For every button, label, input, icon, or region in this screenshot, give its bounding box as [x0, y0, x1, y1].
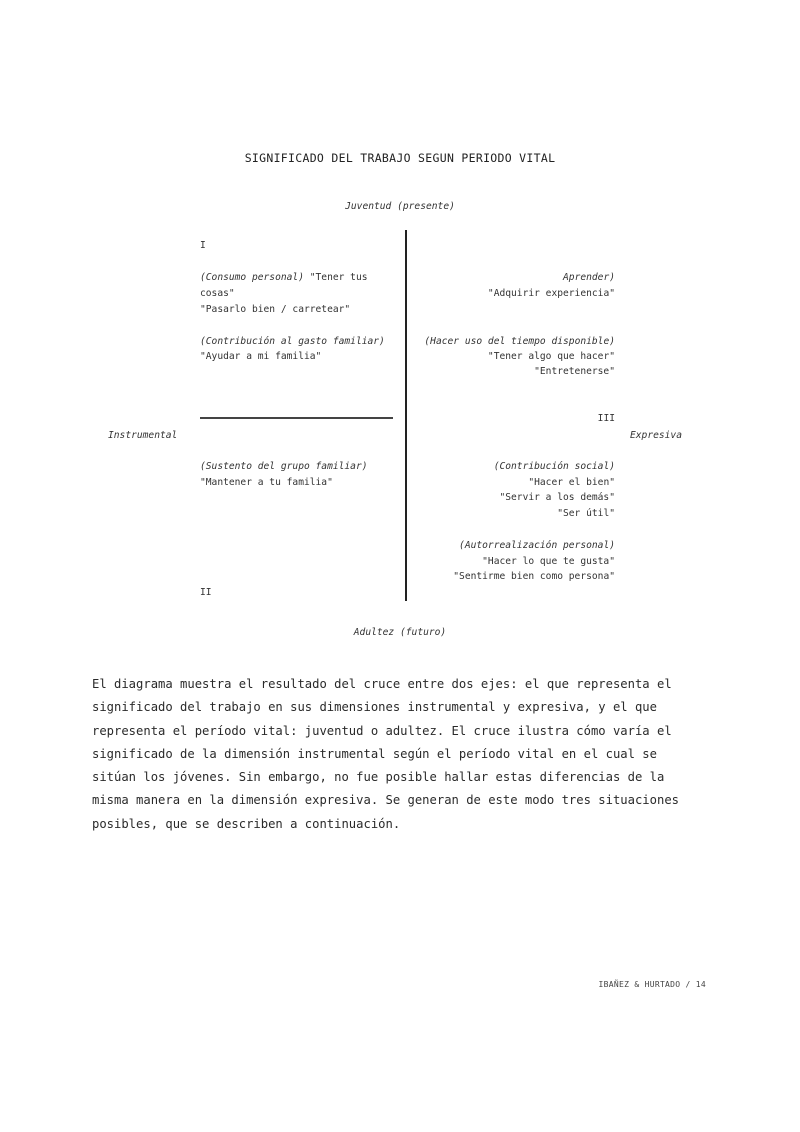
axis-label-right: Expresiva — [630, 430, 682, 441]
right-top-group2-heading: (Hacer uso del tiempo disponible) — [424, 336, 615, 347]
right-bottom-group2-line1: "Hacer lo que te gusta" — [482, 556, 615, 567]
quadrant-2-group1-heading: (Sustento del grupo familiar) — [200, 461, 368, 472]
quadrant-2-group1-line1: "Mantener a tu familia" — [200, 477, 333, 488]
quadrant-1-group2-line1: "Ayudar a mi familia" — [200, 351, 322, 362]
quadrant-2-label: II — [200, 587, 212, 598]
quadrant-1-group1-quote: "Tener tus — [309, 272, 368, 283]
quadrant-1-group1-line3: "Pasarlo bien / carretear" — [200, 304, 351, 315]
right-top-group1-line1: "Adquirir experiencia" — [487, 288, 615, 299]
right-bottom-group2-heading: (Autorrealización personal) — [459, 540, 615, 551]
paragraph-line: posibles, que se describen a continuación. — [92, 816, 401, 831]
right-bottom-group1-line1: "Hacer el bien" — [528, 477, 615, 488]
axis-label-top: Juventud (presente) — [345, 201, 455, 212]
right-bottom-group1-line2: "Servir a los demás" — [499, 492, 615, 503]
quadrant-1-group2-heading: (Contribución al gasto familiar) — [200, 336, 385, 347]
right-top-group2-line2: "Entretenerse" — [534, 366, 615, 377]
right-bottom-group2-line2: "Sentirme bien como persona" — [453, 571, 615, 582]
quadrant-3-label: III — [597, 413, 615, 424]
horizontal-axis-line — [200, 417, 393, 419]
right-bottom-group1-heading: (Contribución social) — [493, 461, 615, 472]
paragraph-line: significado del trabajo en sus dimensiones instrumental y expresiva, y el que — [92, 700, 657, 715]
paragraph-line: representa el período vital: juventud o adultez. El cruce ilustra cómo varía el — [92, 723, 672, 738]
quadrant-1-group1-line1 — [200, 270, 368, 286]
axis-label-left: Instrumental — [108, 430, 178, 441]
quadrant-1-group1-heading: (Consumo personal) — [200, 272, 304, 283]
paragraph-line: significado de la dimensión instrumental según el período vital en el cual se — [92, 746, 657, 761]
quadrant-1-label: I — [200, 240, 206, 251]
diagram-title: SIGNIFICADO DEL TRABAJO SEGUN PERIODO VITAL — [244, 151, 556, 165]
page-footer: IBAÑEZ & HURTADO / 14 — [598, 980, 706, 989]
paragraph-line: El diagrama muestra el resultado del cruce entre dos ejes: el que representa el — [92, 677, 672, 691]
right-bottom-group1-line3: "Ser útil" — [557, 508, 615, 519]
body-paragraph — [92, 673, 714, 836]
paragraph-line: misma manera en la dimensión expresiva. Se generan de este modo tres situaciones — [92, 793, 679, 808]
quadrant-1-group1-line2: cosas" — [200, 288, 235, 299]
right-top-group1-heading: Aprender) — [563, 272, 615, 283]
axis-label-bottom: Adultez (futuro) — [353, 627, 447, 638]
right-top-group2-line1: "Tener algo que hacer" — [487, 351, 615, 362]
paragraph-line: sitúan los jóvenes. Sin embargo, no fue posible hallar estas diferencias de la — [92, 770, 665, 785]
